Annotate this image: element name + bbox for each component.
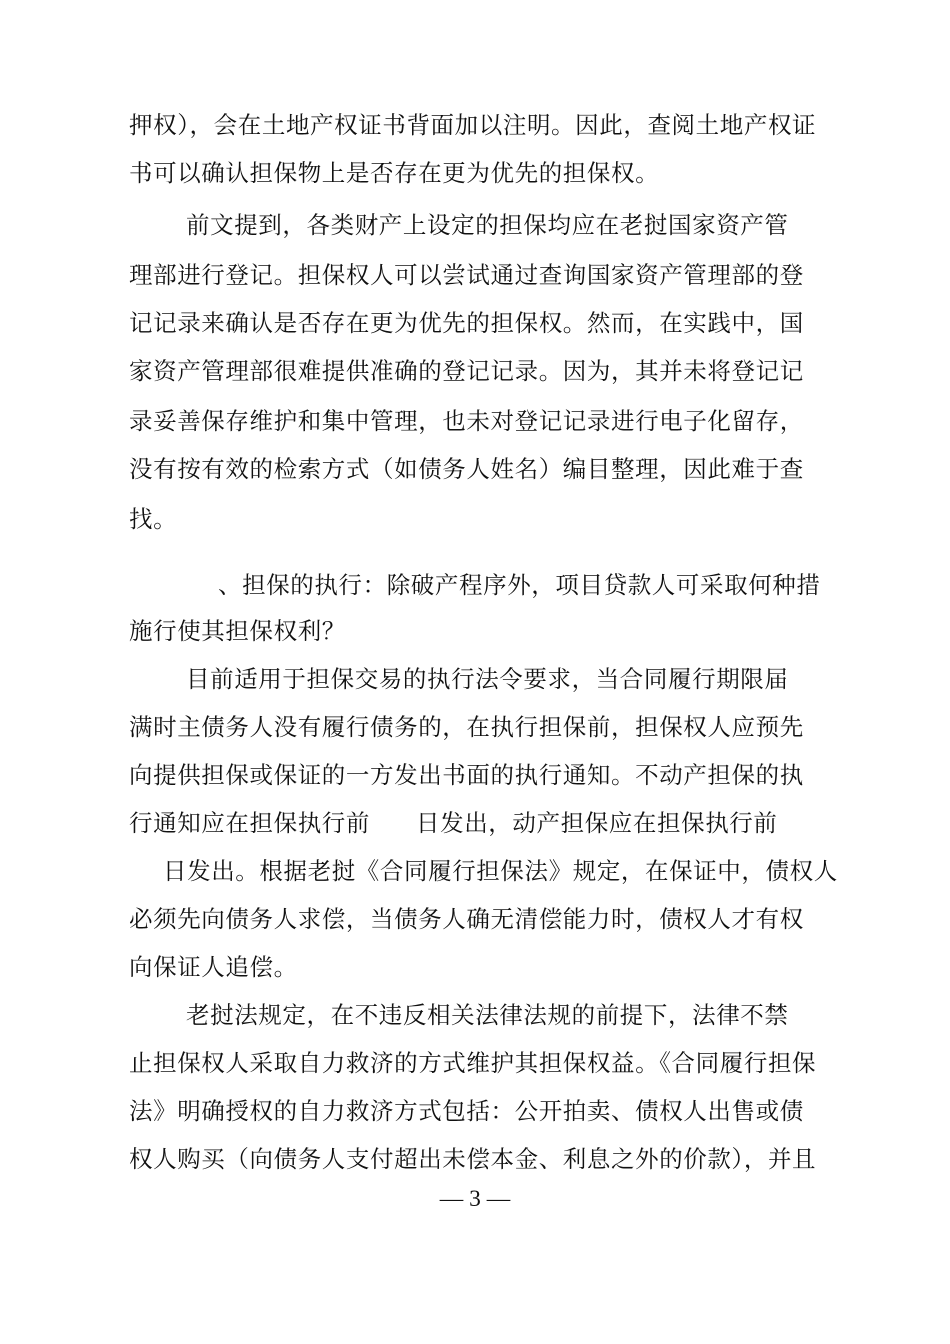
line-segment: 行通知应在担保执行前 — [129, 809, 370, 837]
paragraph-line: 向保证人追偿。 — [129, 953, 298, 981]
paragraph-line: 必须先向债务人求偿，当债务人确无清偿能力时，债权人才有权 — [129, 905, 804, 933]
paragraph-line: 前文提到，各类财产上设定的担保均应在老挝国家资产管 — [186, 211, 789, 239]
line-segment: 日发出。根据老挝《合同履行担保法》规定，在保证中，债权人 — [163, 857, 838, 885]
paragraph-line: 目前适用于担保交易的执行法令要求，当合同履行期限届 — [186, 665, 789, 693]
page-number: — 3 — — [439, 1186, 511, 1212]
paragraph-line: 法》明确授权的自力救济方式包括：公开拍卖、债权人出售或债 — [129, 1097, 804, 1125]
paragraph-line: 家资产管理部很难提供准确的登记记录。因为，其并未将登记记 — [129, 357, 804, 385]
paragraph-line: 押权），会在土地产权证书背面加以注明。因此，查阅土地产权证 — [129, 111, 817, 139]
paragraph-line: 止担保权人采取自力救济的方式维护其担保权益。《合同履行担保 — [129, 1049, 817, 1077]
section-heading-line: 施行使其担保权利？ — [129, 617, 346, 645]
paragraph-line: 找。 — [129, 505, 178, 533]
paragraph-line: 没有按有效的检索方式（如债务人姓名）编目整理，因此难于查 — [129, 455, 804, 483]
paragraph-line: 满时主债务人没有履行债务的，在执行担保前，担保权人应预先 — [129, 713, 804, 741]
paragraph-line — [129, 808, 829, 838]
paragraph-line: 录妥善保存维护和集中管理，也未对登记记录进行电子化留存， — [129, 407, 804, 435]
paragraph-line: 向提供担保或保证的一方发出书面的执行通知。不动产担保的执 — [129, 761, 804, 789]
paragraph-line: 权人购买（向债务人支付超出未偿本金、利息之外的价款），并且 — [129, 1145, 817, 1173]
paragraph-line: 老挝法规定，在不违反相关法律法规的前提下，法律不禁 — [186, 1001, 789, 1029]
paragraph-line — [129, 856, 838, 886]
paragraph-line: 理部进行登记。担保权人可以尝试通过查询国家资产管理部的登 — [129, 261, 804, 289]
line-segment: 日发出，动产担保应在担保执行前 — [416, 809, 778, 837]
paragraph-line: 书可以确认担保物上是否存在更为优先的担保权。 — [129, 159, 660, 187]
paragraph-line: 记记录来确认是否存在更为优先的担保权。然而，在实践中，国 — [129, 309, 804, 337]
section-heading-line: 、担保的执行：除破产程序外，项目贷款人可采取何种措 — [218, 571, 821, 599]
